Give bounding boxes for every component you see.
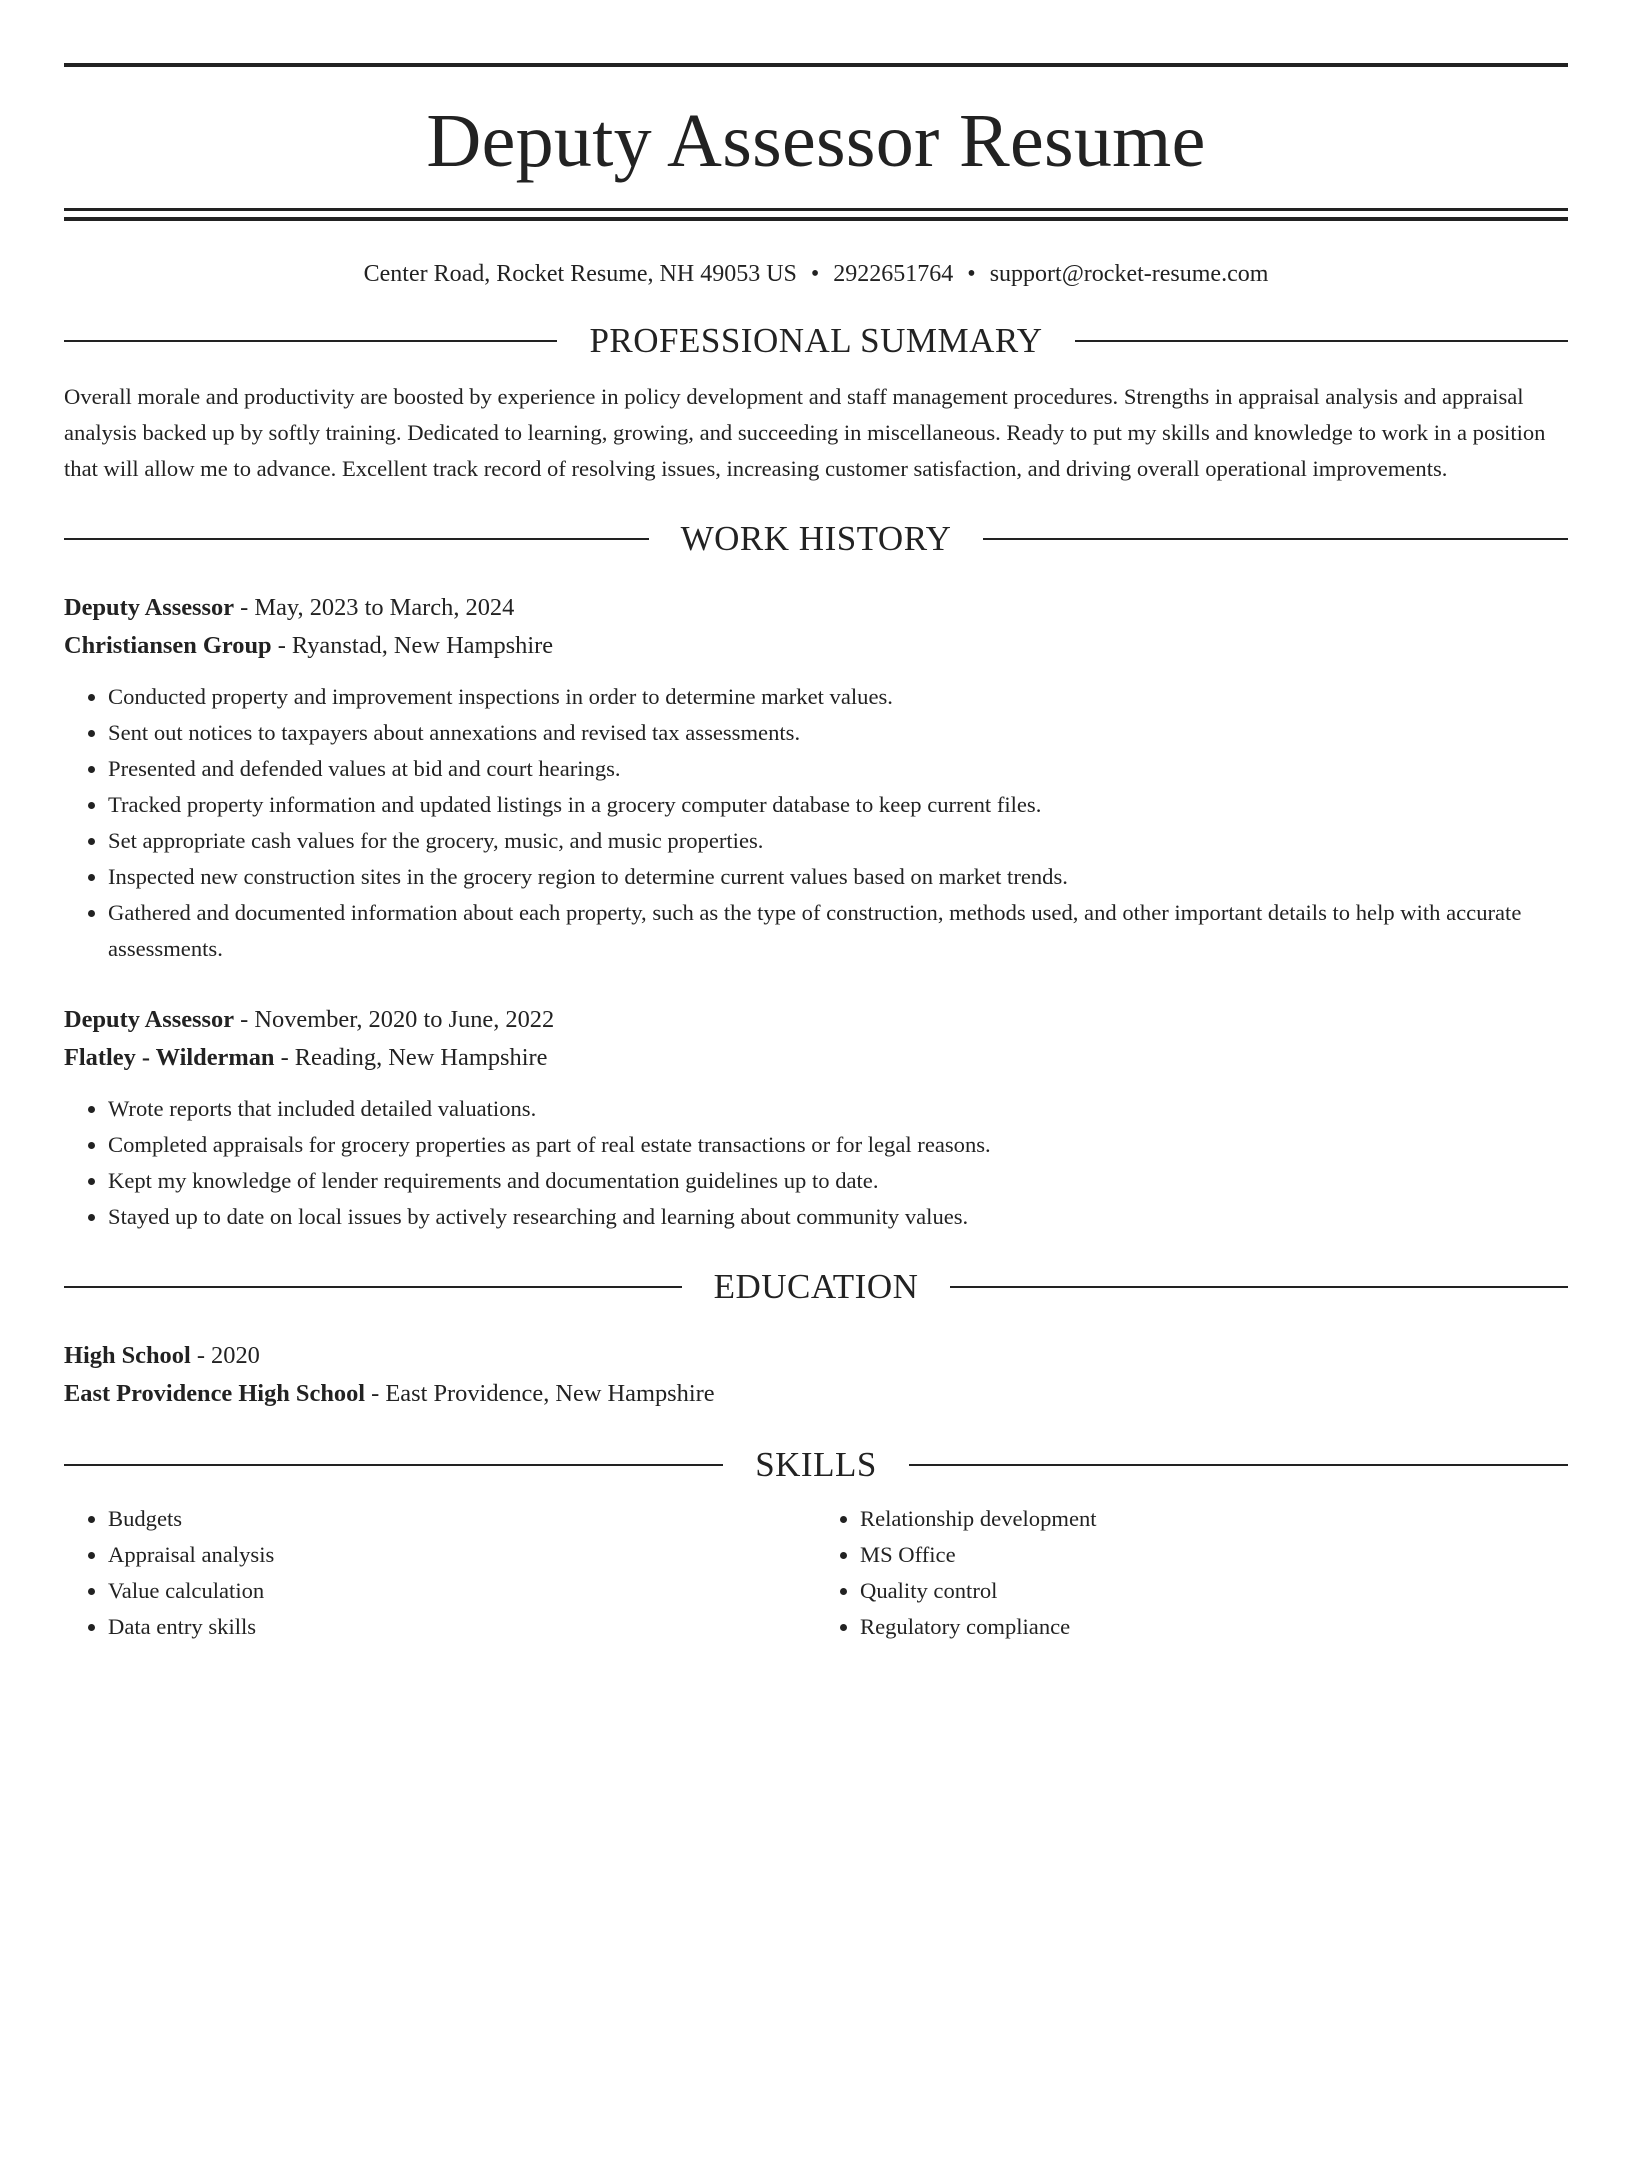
skills-list-right	[816, 1501, 1568, 1645]
job-dates: - November, 2020 to June, 2022	[234, 1006, 555, 1033]
summary-heading-label: PROFESSIONAL SUMMARY	[589, 321, 1043, 360]
skill-item: • Data entry skills	[108, 1609, 816, 1645]
heading-rule-left	[64, 538, 649, 540]
job-dates: - May, 2023 to March, 2024	[234, 594, 515, 621]
heading-rule-right	[950, 1286, 1568, 1288]
skill-item: • Appraisal analysis	[108, 1537, 816, 1573]
education-degree-line	[64, 1337, 1568, 1375]
contact-separator: •	[810, 261, 820, 287]
heading-rule-right	[983, 538, 1568, 540]
skill-item: • Relationship development	[860, 1501, 1568, 1537]
job-company: Christiansen Group	[64, 632, 272, 659]
job-bullet: • Kept my knowledge of lender requirements and documentation guidelines up to date.	[108, 1163, 1568, 1199]
job-bullet: • Presented and defended values at bid and court hearings.	[108, 751, 1568, 787]
education-location: - East Providence, New Hampshire	[365, 1380, 715, 1407]
top-rule	[64, 63, 1568, 67]
job-bullet: • Conducted property and improvement inspections in order to determine market values.	[108, 679, 1568, 715]
skill-item: • Regulatory compliance	[860, 1609, 1568, 1645]
skill-item: • MS Office	[860, 1537, 1568, 1573]
education-heading	[64, 1265, 1568, 1309]
work-history-heading-label: WORK HISTORY	[680, 519, 952, 558]
job-bullet-list	[64, 679, 1568, 967]
job-location: - Ryanstad, New Hampshire	[271, 632, 554, 659]
job-bullet: • Sent out notices to taxpayers about annexations and revised tax assessments.	[108, 715, 1568, 751]
contact-line	[64, 259, 1568, 289]
work-history-heading	[64, 517, 1568, 561]
heading-rule-left	[64, 340, 557, 342]
job-company-line	[64, 627, 1568, 665]
job-company: Flatley - Wilderman	[64, 1044, 275, 1071]
title-double-rule	[64, 208, 1568, 221]
job-bullet: • Gathered and documented information about each property, such as the type of construction, methods used, and other important details to help with accurate assessments.	[108, 895, 1568, 967]
skill-item: • Budgets	[108, 1501, 816, 1537]
heading-rule-right	[909, 1464, 1568, 1466]
job-bullet: • Completed appraisals for grocery properties as part of real estate transactions or for legal reasons.	[108, 1127, 1568, 1163]
job-location: - Reading, New Hampshire	[274, 1044, 548, 1071]
heading-rule-left	[64, 1286, 682, 1288]
skill-item: • Quality control	[860, 1573, 1568, 1609]
summary-text: Overall morale and productivity are boosted by experience in policy development and staff management procedures. Strengths in appraisal analysis and appraisal analysis backed up by softly training. Dedicated to learning, growing, and succeeding in miscellaneous. Ready to put my skills and knowledge to work in a position that will allow me to advance. Excellent track record of resolving issues, increasing customer satisfaction, and driving overall operational improvements.	[64, 384, 1546, 481]
summary-heading	[64, 319, 1568, 363]
skills-columns	[64, 1501, 1568, 1645]
job-title-line	[64, 1001, 1568, 1039]
job-entry	[64, 589, 1568, 967]
skills-heading	[64, 1443, 1568, 1487]
job-bullet: • Tracked property information and updated listings in a grocery computer database to keep current files.	[108, 787, 1568, 823]
education-heading-label: EDUCATION	[713, 1267, 919, 1306]
job-bullet-list	[64, 1091, 1568, 1235]
education-degree: High School	[64, 1342, 191, 1369]
resume-page	[0, 63, 1632, 2175]
job-bullet: • Set appropriate cash values for the grocery, music, and music properties.	[108, 823, 1568, 859]
skills-heading-label: SKILLS	[755, 1445, 877, 1484]
education-school-line	[64, 1375, 1568, 1413]
job-title-line	[64, 589, 1568, 627]
contact-address: Center Road, Rocket Resume, NH 49053 US	[363, 261, 797, 287]
job-bullet: • Stayed up to date on local issues by actively researching and learning about community values.	[108, 1199, 1568, 1235]
job-company-line	[64, 1039, 1568, 1077]
contact-phone: 2922651764	[833, 261, 954, 287]
job-entry	[64, 1001, 1568, 1235]
job-bullet: • Wrote reports that included detailed valuations.	[108, 1091, 1568, 1127]
education-year: - 2020	[190, 1342, 260, 1369]
contact-email: support@rocket-resume.com	[989, 261, 1269, 287]
job-title: Deputy Assessor	[64, 594, 235, 621]
skills-list-left	[64, 1501, 816, 1645]
job-bullet: • Inspected new construction sites in the grocery region to determine current values based on market trends.	[108, 859, 1568, 895]
page-title: Deputy Assessor Resume	[426, 99, 1206, 183]
heading-rule-right	[1075, 340, 1568, 342]
skill-item: • Value calculation	[108, 1573, 816, 1609]
education-school: East Providence High School	[64, 1380, 366, 1407]
heading-rule-left	[64, 1464, 723, 1466]
job-title: Deputy Assessor	[64, 1006, 235, 1033]
contact-separator: •	[967, 261, 976, 287]
